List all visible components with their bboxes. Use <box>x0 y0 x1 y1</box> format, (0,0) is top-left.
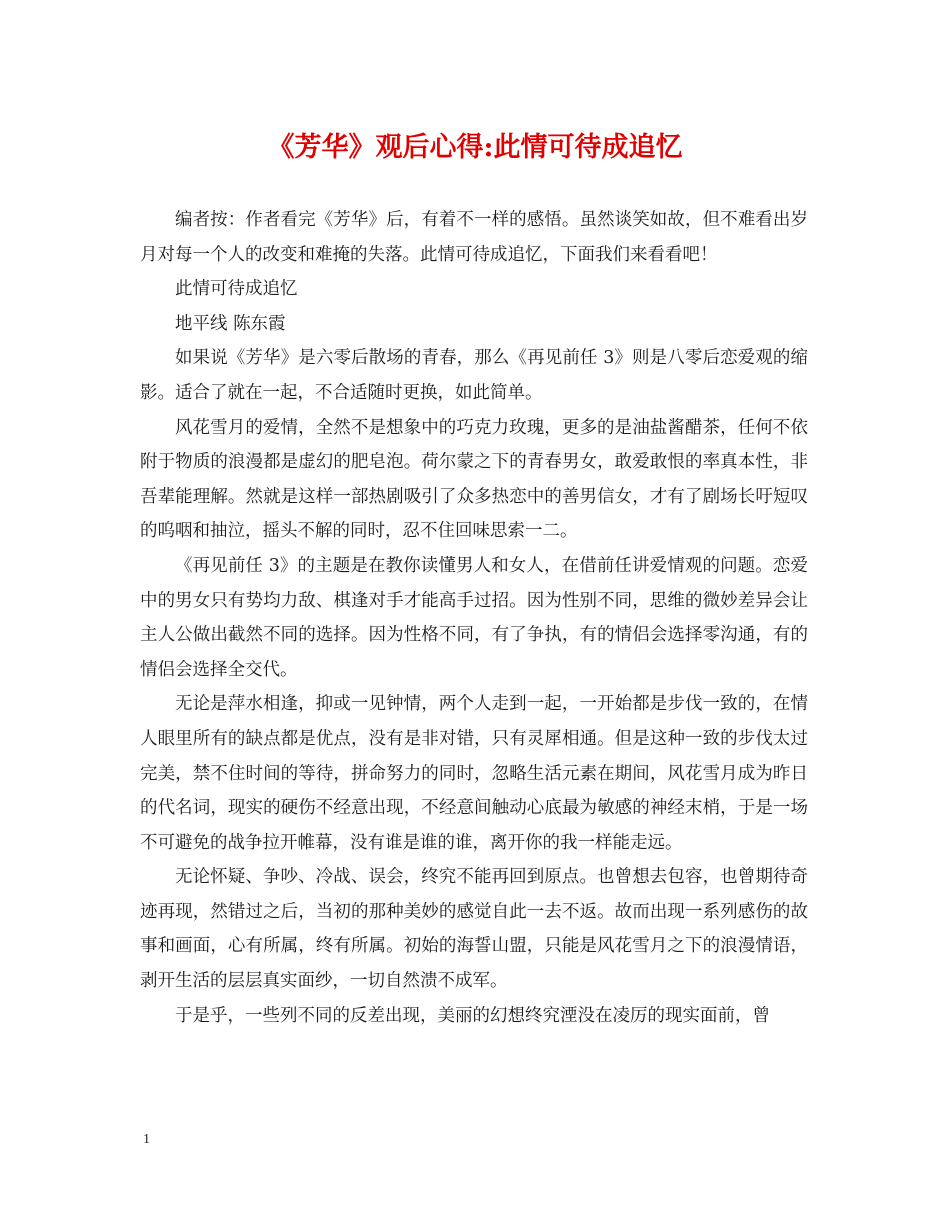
body-paragraph: 如果说《芳华》是六零后散场的青春，那么《再见前任 3》则是八零后恋爱观的缩影。适合了就在一起，不合适随时更换，如此简单。 <box>140 348 808 403</box>
page-title: 《芳华》观后心得:此情可待成追忆 <box>267 132 683 163</box>
author-line: 地平线 陈东霞 <box>175 313 286 334</box>
article-body <box>140 203 808 1033</box>
body-paragraph: 风花雪月的爱情，全然不是想象中的巧克力玫瑰，更多的是油盐酱醋茶，任何不依附于物质的浪漫都是虚幻的肥皂泡。荷尔蒙之下的青春男女，敢爱敢恨的率真本性，非吾辈能理解。然就是这样一部热剧吸引了众多热恋中的善男信女，才有了剧场长吁短叹的呜咽和抽泣，摇头不解的同时，忍不住回味思索一二。 <box>140 417 808 542</box>
page-number: 1 <box>143 1132 150 1147</box>
body-paragraph: 《再见前任 3》的主题是在教你读懂男人和女人，在借前任讲爱情观的问题。恋爱中的男女只有势均力敌、棋逢对手才能高手过招。因为性别不同，思维的微妙差异会让主人公做出截然不同的选择。因为性格不同，有了争执，有的情侣会选择零沟通，有的情侣会选择全交代。 <box>140 555 808 680</box>
body-paragraph: 于是乎，一些列不同的反差出现，美丽的幻想终究湮没在凌厉的现实面前，曾 <box>175 1005 770 1026</box>
subtitle-line: 此情可待成追忆 <box>175 279 298 300</box>
body-paragraph: 无论怀疑、争吵、冷战、误会，终究不能再回到原点。也曾想去包容，也曾期待奇迹再现，然错过之后，当初的那种美妙的感觉自此一去不返。故而出现一系列感伤的故事和画面，心有所属，终有所属。初始的海誓山盟，只能是风花雪月之下的浪漫情语，剥开生活的层层真实面纱，一切自然溃不成军。 <box>140 867 808 992</box>
body-paragraph: 无论是萍水相逢，抑或一见钟情，两个人走到一起，一开始都是步伐一致的，在情人眼里所有的缺点都是优点，没有是非对错，只有灵犀相通。但是这种一致的步伐太过完美，禁不住时间的等待，拼命努力的同时，忽略生活元素在期间，风花雪月成为昨日的代名词，现实的硬伤不经意出现，不经意间触动心底最为敏感的神经末梢，于是一场不可避免的战争拉开帷幕，没有谁是谁的谁，离开你的我一样能走远。 <box>140 694 808 853</box>
editor-note-paragraph: 编者按：作者看完《芳华》后，有着不一样的感悟。虽然谈笑如故，但不难看出岁月对每一个人的改变和难掩的失落。此情可待成追忆，下面我们来看看吧！ <box>140 210 808 265</box>
